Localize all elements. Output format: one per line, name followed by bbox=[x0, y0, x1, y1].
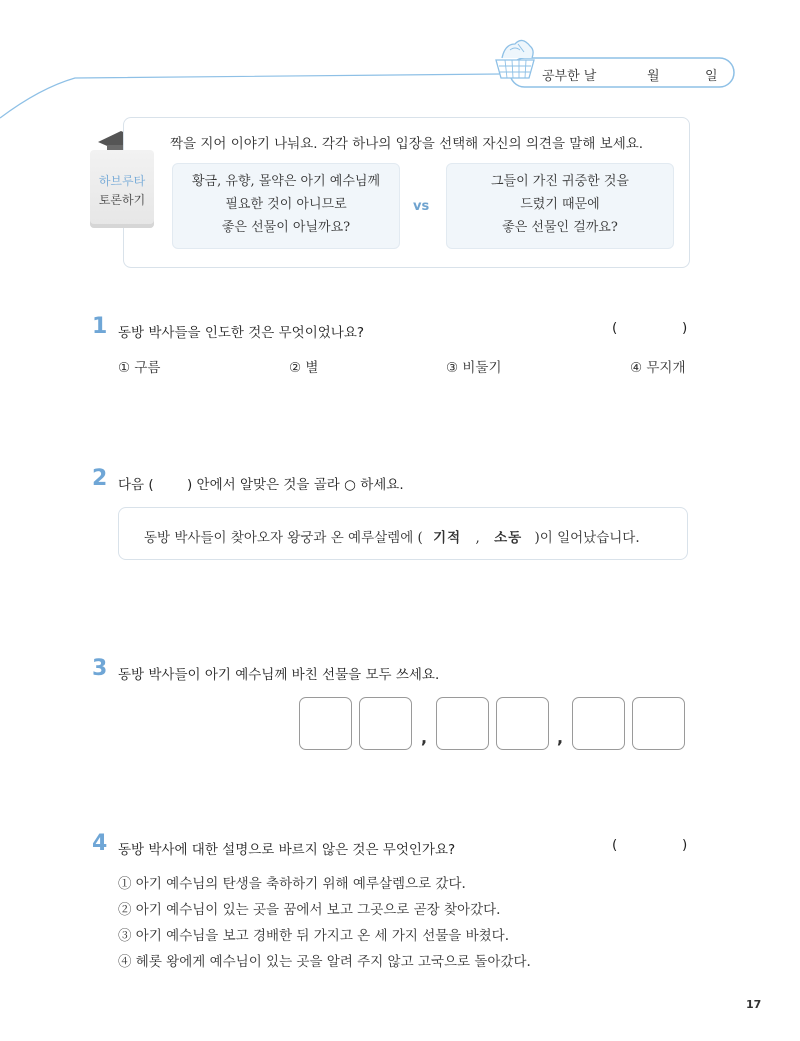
opinion-left-line: 황금, 유향, 몰약은 아기 예수님께 bbox=[191, 174, 381, 189]
q2-choice-1[interactable]: 기적 bbox=[433, 530, 462, 546]
answer-box[interactable] bbox=[632, 697, 685, 750]
debate-instruction: 짝을 지어 이야기 나눠요. 각각 하나의 입장을 선택해 자신의 의견을 말해 보세요. bbox=[170, 136, 644, 152]
badge-line1: 하브루타 bbox=[98, 174, 146, 188]
opinion-right-line: 그들이 가진 귀중한 것을 bbox=[491, 174, 629, 189]
opinion-left bbox=[172, 163, 400, 249]
question-4-number: 4 bbox=[92, 831, 108, 856]
q4-option: ④ 헤롯 왕에게 예수님이 있는 곳을 알려 주지 않고 고국으로 돌아갔다. bbox=[118, 954, 531, 970]
answer-paren-close: ) bbox=[682, 320, 688, 336]
badge-line2: 토론하기 bbox=[98, 193, 146, 207]
month-label: 월 bbox=[647, 69, 660, 84]
opinion-left-line: 좋은 선물이 아닐까요? bbox=[221, 220, 351, 235]
opinion-left-line: 필요한 것이 아니므로 bbox=[225, 197, 347, 212]
question-1-number: 1 bbox=[92, 314, 108, 339]
answer-box[interactable] bbox=[572, 697, 625, 750]
q2-choice-separator: , bbox=[475, 530, 480, 546]
question-4-text: 동방 박사에 대한 설명으로 바르지 않은 것은 무엇인가요? bbox=[118, 842, 456, 858]
havruta-badge bbox=[90, 150, 154, 228]
q2-sentence bbox=[144, 526, 640, 546]
comma: , bbox=[557, 728, 564, 747]
question-1-text: 동방 박사들을 인도한 것은 무엇이었나요? bbox=[118, 325, 365, 341]
q1-option: ① 구름 bbox=[118, 360, 161, 376]
page-number: 17 bbox=[746, 998, 762, 1011]
comma: , bbox=[421, 728, 428, 747]
answer-paren-close: ) bbox=[682, 837, 688, 853]
answer-box[interactable] bbox=[496, 697, 549, 750]
q2-sentence-start: 동방 박사들이 찾아오자 왕궁과 온 예루살렘에 ( bbox=[144, 530, 423, 546]
answer-box[interactable] bbox=[436, 697, 489, 750]
study-date-pill bbox=[530, 60, 730, 86]
question-2-text-start: 다음 ( bbox=[118, 477, 154, 493]
opinion-right-line: 드렸기 때문에 bbox=[520, 197, 600, 212]
question-3-number: 3 bbox=[92, 656, 108, 681]
opinion-right bbox=[446, 163, 674, 249]
q2-choice-2[interactable]: 소동 bbox=[494, 530, 523, 546]
answer-paren-open: ( bbox=[612, 320, 618, 336]
vs-label: vs bbox=[413, 199, 430, 214]
q2-sentence-end: )이 일어났습니다. bbox=[534, 530, 640, 546]
question-2-text-end: ) 안에서 알맞은 것을 골라 ○ 하세요. bbox=[187, 477, 404, 493]
study-date-label: 공부한 날 bbox=[542, 69, 597, 84]
question-2-number: 2 bbox=[92, 466, 108, 491]
opinion-right-line: 좋은 선물인 걸까요? bbox=[502, 220, 618, 235]
q4-option: ① 아기 예수님의 탄생을 축하하기 위해 예루살렘으로 갔다. bbox=[118, 876, 466, 892]
q1-option: ② 별 bbox=[289, 360, 319, 376]
q1-option: ④ 무지개 bbox=[630, 360, 686, 376]
answer-box[interactable] bbox=[359, 697, 412, 750]
q4-option: ③ 아기 예수님을 보고 경배한 뒤 가지고 온 세 가지 선물을 바쳤다. bbox=[118, 928, 510, 944]
day-label: 일 bbox=[705, 69, 718, 84]
question-3-text: 동방 박사들이 아기 예수님께 바친 선물을 모두 쓰세요. bbox=[118, 667, 440, 683]
answer-paren-open: ( bbox=[612, 837, 618, 853]
q4-option: ② 아기 예수님이 있는 곳을 꿈에서 보고 그곳으로 곧장 찾아갔다. bbox=[118, 902, 501, 918]
answer-box[interactable] bbox=[299, 697, 352, 750]
q1-option: ③ 비둘기 bbox=[446, 360, 502, 376]
